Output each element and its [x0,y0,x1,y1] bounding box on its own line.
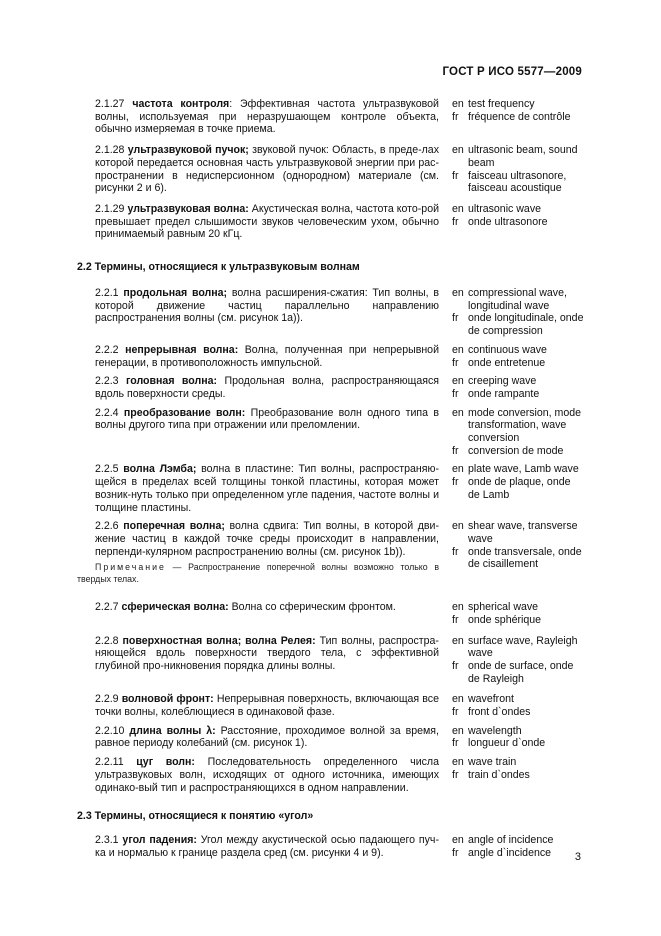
note: Примечание — Распространение поперечной волны возможно только в твердых телах. [77,562,439,585]
translations: en wavelength fr longueur d`onde [452,724,546,750]
section-heading: 2.2 Термины, относящиеся к ультразвуковым волнам [77,261,360,274]
translations: en ultrasonic wave fr onde ultrasonore [452,202,548,228]
translations: en ultrasonic beam, sound beam fr faisceau ultrasonore, faisceau acoustique [452,144,578,195]
translations: en wavefront fr front d`ondes [452,693,531,719]
translations: en continuous wave fr onde entretenue [452,343,547,369]
term-definition: Эффективная частота ультразвуковой волны, используемая при неразрушающем контроле объекта, обычно измеряемая в точке приема. [95,98,439,136]
translations: en wave train fr train d`ondes [452,756,530,781]
page-number: 3 [574,851,581,863]
term-entry: 2.2.4 преобразование волн: Преобразование волн одного типа в волны другого типа при отражении или преломлении. en mode conversion, mode transformation, wave conversion fr conversion de mode [77,407,585,458]
term-entry: 2.2.9 волновой фронт: Непрерывная поверхность, включающая все точки волны, колеблющиеся в одинаковой фазе. en wavefront fr front d`ondes [77,693,585,718]
term-entry: 2.3.1 угол падения: Угол между акустической осью падающего пуч-ка и нормалью к границе раздела сред (см. рисунки 4 и 9). en angle of incidence fr angle d`incidence [77,834,585,859]
term-entry: 2.2.6 поперечная волна; волна сдвига: Тип волны, в которой дви-жение частиц в каждой точке среды происходит в направлении, перпенди-кулярном распространению волны (см. рисунок 1b)). en shear wave, transverse wave fr onde transversale, onde de cisaillement [77,520,585,571]
terms-content [77,98,585,860]
term-entry: 2.2.2 непрерывная волна: Волна, полученная при непрерывной генерации, в противоположность импульсной. en continuous wave fr onde entretenue [77,344,585,369]
translations: en test frequency fr fréquence de contrôle [452,98,571,123]
term-entry: 2.1.27 частота контроля: Эффективная частота ультразвуковой волны, используемая при неразрушающем контроле объекта, обычно измеряемая в точке приема. en test frequency fr fréquence de contrôle [77,98,585,136]
document-header: ГОСТ Р ИСО 5577—2009 [442,66,582,78]
term-entry: 2.1.28 ультразвуковой пучок; звуковой пучок: Область, в преде-лах которой передается основная часть ультразвуковой энергии при рас-пространении в недисперсионном (однородном) материале (см. рисунки 2 и 6). en ultrasonic beam, sound beam fr faisceau ultrasonore, faisceau acoustique [77,144,585,195]
term-entry: 2.2.10 длина волны λ: Расстояние, проходимое волной за время, равное периоду колебаний (см. рисунок 1). en wavelength fr longueur d`onde [77,725,585,750]
term-entry: 2.2.5 волна Лэмба; волна в пластине: Тип волны, распространяю-щейся в пределах всей толщины тонкой пластины, которая может возник-нуть только при определенном угле падения, частоте волны и толщине пластины. en plate wave, Lamb wave fr onde de plaque, onde de Lamb [77,463,585,514]
term-name: частота контроля [132,98,230,110]
term-entry: 2.2.11 цуг волн: Последовательность определенного числа ультразвуковых волн, исходящих от одного источника, имеющих одинако-вый тип и распространяющихся в одном направлении. en wave train fr train d`ondes [77,756,585,794]
translations: en spherical wave fr onde sphérique [452,601,542,626]
translations: en plate wave, Lamb wave fr onde de plaque, onde de Lamb [452,463,579,501]
term-entry: 2.2.3 головная волна: Продольная волна, распространяющаяся вдоль поверхности среды. en creeping wave fr onde rampante [77,375,585,400]
section-heading: 2.3 Термины, относящиеся к понятию «угол» [77,810,314,823]
translations: en compressional wave, longitudinal wave fr onde longitudinale, onde de compression [452,287,584,338]
term-entry: 2.2.8 поверхностная волна; волна Релея: Тип волны, распростра-няющейся вдоль поверхности твердого тела, с эффективной глубиной про-никновения порядка длины волны. en surface wave, Rayleigh wave fr onde de surface, onde de Rayleigh [77,635,585,686]
term-entry: 2.2.7 сферическая волна: Волна со сферическим фронтом. en spherical wave fr onde sphérique [77,601,585,626]
translations: en angle of incidence fr angle d`incidence [452,834,554,859]
translations: en surface wave, Rayleigh wave fr onde de surface, onde de Rayleigh [452,634,578,685]
term-entry: 2.2.1 продольная волна; волна расширения-сжатия: Тип волны, в которой движение частиц параллельно направлению распространения волны (см. рисунок 1а)). en compressional wave, longitudinal wave fr onde longitudinale, onde de compression [95,287,584,338]
translations: en mode conversion, mode transformation, wave conversion fr conversion de mode [452,406,582,457]
translations: en creeping wave fr onde rampante [452,375,540,400]
translations: en shear wave, transverse wave fr onde transversale, onde de cisaillement [452,520,582,571]
term-entry: 2.1.29 ультразвуковая волна: Акустическая волна, частота кото-рой превышает предел слышимости звуков человеческим ухом, обычно принимаемый равным 20 кГц. en ultrasonic wave fr onde ultrasonore [77,203,585,241]
